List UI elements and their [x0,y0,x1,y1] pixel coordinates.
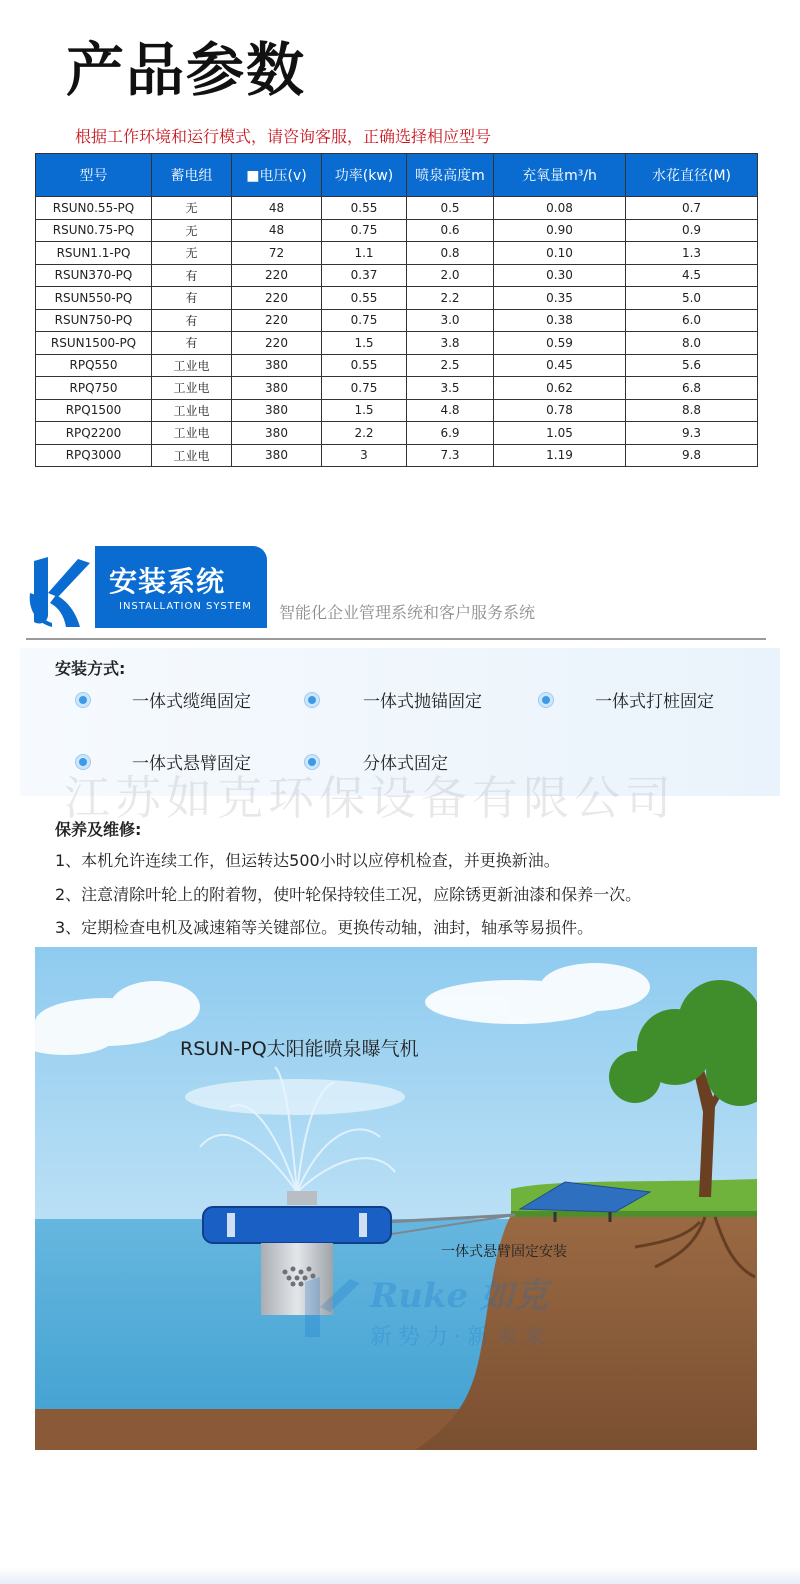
svg-text:Ruke 如克: Ruke 如克 [370,1276,549,1316]
cell-model: RSUN370-PQ [36,264,152,287]
cell-power: 0.75 [322,219,407,242]
cell-spray-diameter: 8.0 [626,332,758,355]
cell-spray-diameter: 9.3 [626,422,758,445]
cell-oxygen: 0.59 [494,332,626,355]
page-subtitle: 根据工作环境和运行模式，请咨询客服，正确选择相应型号 [75,127,492,146]
table-row [36,197,758,220]
cell-voltage: 380 [232,399,322,422]
header-model: 型号 [36,154,152,197]
cell-battery: 工业电 [152,444,232,467]
cell-model: RPQ750 [36,377,152,400]
cell-voltage: 220 [232,264,322,287]
table-row [36,354,758,377]
cell-model: RSUN1.1-PQ [36,242,152,265]
table-body [36,197,758,467]
cell-oxygen: 0.30 [494,264,626,287]
cell-power: 0.55 [322,287,407,310]
install-title-cn: 安装系统 [109,565,226,598]
install-method-label: 一体式打桩固定 [595,692,714,712]
cell-fountain-height: 4.8 [407,399,494,422]
maintenance-heading: 保养及维修: [55,820,142,839]
install-method-label: 一体式悬臂固定 [132,754,251,774]
cell-power: 1.1 [322,242,407,265]
install-banner [95,546,267,628]
cell-model: RSUN750-PQ [36,309,152,332]
cell-battery: 工业电 [152,399,232,422]
cell-fountain-height: 0.5 [407,197,494,220]
cell-spray-diameter: 5.6 [626,354,758,377]
header-spray-diameter: 水花直径(M) [626,154,758,197]
cell-model: RSUN550-PQ [36,287,152,310]
table-row [36,219,758,242]
cell-spray-diameter: 9.8 [626,444,758,467]
table-row [36,264,758,287]
section-divider [26,638,766,640]
cell-model: RPQ1500 [36,399,152,422]
cell-oxygen: 0.78 [494,399,626,422]
install-method-label: 一体式抛锚固定 [363,692,482,712]
table-row [36,422,758,445]
table-row [36,377,758,400]
cell-spray-diameter: 0.9 [626,219,758,242]
k-logo-icon [28,553,92,629]
maintenance-item: 1、本机允许连续工作，但运转达500小时以应停机检查，并更换新油。 [55,851,560,870]
cell-battery: 无 [152,242,232,265]
cell-oxygen: 1.19 [494,444,626,467]
cell-oxygen: 0.10 [494,242,626,265]
cell-battery: 工业电 [152,422,232,445]
table-row [36,399,758,422]
illustration-title: RSUN-PQ太阳能喷泉曝气机 [180,1038,419,1060]
cell-spray-diameter: 1.3 [626,242,758,265]
page-bottom-edge [0,1568,800,1584]
cell-voltage: 72 [232,242,322,265]
cell-model: RSUN0.55-PQ [36,197,152,220]
install-method-item [305,687,482,712]
install-title-en: INSTALLATION SYSTEM [119,601,252,612]
company-watermark: 江苏如克环保设备有限公司 [64,771,676,825]
table-row [36,309,758,332]
cell-spray-diameter: 6.0 [626,309,758,332]
installation-illustration [35,947,757,1450]
header-power: 功率(kw) [322,154,407,197]
bullet-dot-icon [305,693,319,707]
cell-voltage: 380 [232,354,322,377]
cell-oxygen: 0.62 [494,377,626,400]
cell-model: RPQ550 [36,354,152,377]
cell-battery: 有 [152,264,232,287]
cell-fountain-height: 3.5 [407,377,494,400]
cell-fountain-height: 2.5 [407,354,494,377]
cell-fountain-height: 2.0 [407,264,494,287]
maintenance-item: 3、定期检查电机及减速箱等关键部位。更换传动轴，油封，轴承等易损件。 [55,918,594,937]
cell-battery: 工业电 [152,354,232,377]
cell-voltage: 48 [232,219,322,242]
bullet-dot-icon [539,693,553,707]
cell-power: 1.5 [322,332,407,355]
cell-power: 2.2 [322,422,407,445]
illustration-caption: 一体式悬臂固定安装 [441,1244,567,1260]
cell-power: 1.5 [322,399,407,422]
header-battery: 蓄电组 [152,154,232,197]
cell-voltage: 380 [232,377,322,400]
cell-voltage: 220 [232,309,322,332]
params-table [35,153,758,467]
maintenance-item: 2、注意清除叶轮上的附着物，使叶轮保持较佳工况，应除锈更新油漆和保养一次。 [55,885,642,904]
cell-model: RPQ3000 [36,444,152,467]
cell-oxygen: 0.90 [494,219,626,242]
cell-voltage: 48 [232,197,322,220]
cell-fountain-height: 3.0 [407,309,494,332]
cell-fountain-height: 0.8 [407,242,494,265]
cell-voltage: 220 [232,287,322,310]
cell-model: RSUN1500-PQ [36,332,152,355]
install-method-label: 一体式缆绳固定 [132,692,251,712]
cell-power: 0.37 [322,264,407,287]
cell-battery: 有 [152,309,232,332]
install-methods-heading: 安装方式: [55,659,126,678]
cell-model: RPQ2200 [36,422,152,445]
cell-battery: 有 [152,287,232,310]
header-fountain-height: 喷泉高度m [407,154,494,197]
table-row [36,444,758,467]
install-method-item [539,687,714,712]
install-method-label: 分体式固定 [363,754,448,774]
table-header-row [36,154,758,197]
cell-battery: 工业电 [152,377,232,400]
cell-power: 3 [322,444,407,467]
cell-power: 0.75 [322,309,407,332]
cell-battery: 无 [152,197,232,220]
table-row [36,287,758,310]
cell-oxygen: 0.08 [494,197,626,220]
cell-spray-diameter: 8.8 [626,399,758,422]
install-slogan: 智能化企业管理系统和客户服务系统 [279,603,536,622]
cell-battery: 有 [152,332,232,355]
bullet-dot-icon [76,693,90,707]
svg-text:新势力·新未来: 新势力·新未来 [370,1325,551,1350]
cell-spray-diameter: 0.7 [626,197,758,220]
install-method-item [76,687,251,712]
cell-spray-diameter: 4.5 [626,264,758,287]
cell-voltage: 220 [232,332,322,355]
cell-fountain-height: 2.2 [407,287,494,310]
header-oxygen: 充氧量m³/h [494,154,626,197]
cell-fountain-height: 6.9 [407,422,494,445]
table-row [36,242,758,265]
cell-oxygen: 0.35 [494,287,626,310]
cell-oxygen: 0.45 [494,354,626,377]
cell-spray-diameter: 6.8 [626,377,758,400]
cell-power: 0.55 [322,197,407,220]
cell-fountain-height: 7.3 [407,444,494,467]
cell-spray-diameter: 5.0 [626,287,758,310]
cell-model: RSUN0.75-PQ [36,219,152,242]
cell-oxygen: 1.05 [494,422,626,445]
cell-battery: 无 [152,219,232,242]
header-voltage: ■电压(v) [232,154,322,197]
cell-power: 0.55 [322,354,407,377]
table-row [36,332,758,355]
cell-fountain-height: 0.6 [407,219,494,242]
cell-oxygen: 0.38 [494,309,626,332]
cell-voltage: 380 [232,444,322,467]
cell-power: 0.75 [322,377,407,400]
page-title: 产品参数 [66,36,307,104]
cell-fountain-height: 3.8 [407,332,494,355]
cell-voltage: 380 [232,422,322,445]
